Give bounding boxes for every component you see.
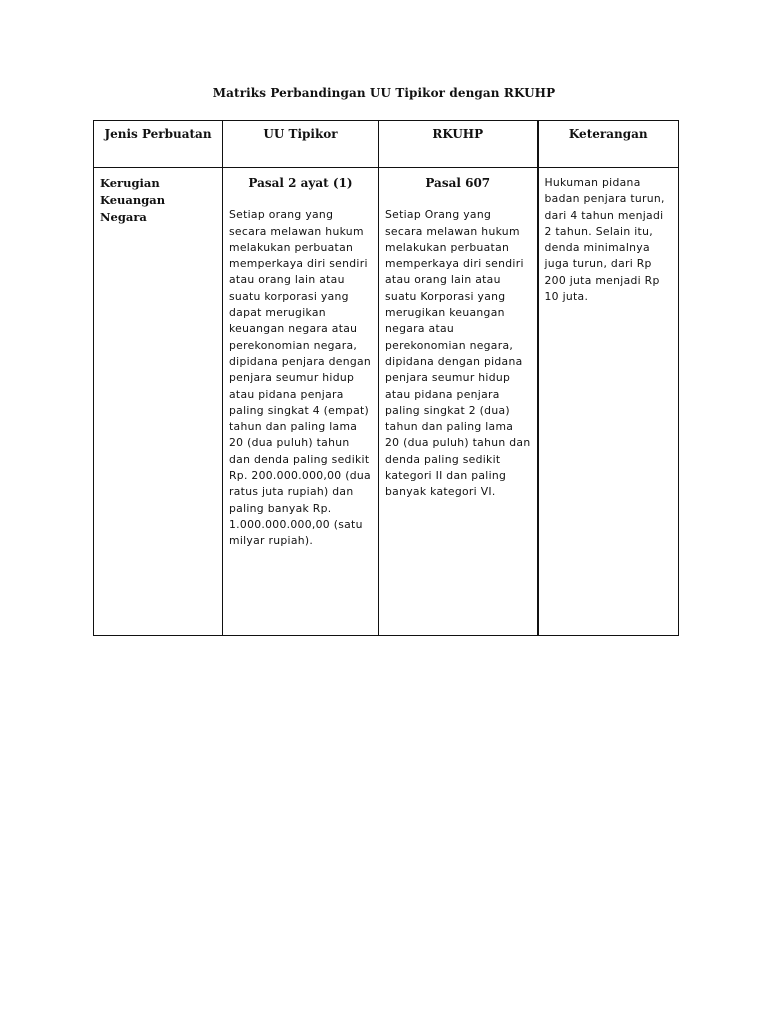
cell-jenis (94, 168, 223, 636)
rkuhp-pasal: Pasal 607 (425, 176, 491, 190)
keterangan-text: Hukuman pidana badan penjara turun, dari 4 tahun menjadi 2 tahun. Selain itu, denda minimalnya juga turun, dari Rp 200 juta menjadi Rp 10 juta. (544, 176, 665, 304)
cell-rkuhp (379, 168, 538, 636)
document-title: Matriks Perbandingan UU Tipikor dengan RKUHP (212, 86, 556, 100)
jenis-perbuatan-text: Kerugian Keuangan Negara (100, 176, 166, 224)
header-uu-tipikor: UU Tipikor (223, 121, 379, 168)
comparison-table (93, 120, 679, 636)
uu-tipikor-pasal: Pasal 2 ayat (1) (248, 176, 353, 190)
table-header-row (94, 121, 679, 168)
table-row (94, 168, 679, 636)
header-rkuhp: RKUHP (379, 121, 538, 168)
uu-tipikor-text: Setiap orang yang secara melawan hukum melakukan perbuatan memperkaya diri sendiri atau orang lain atau suatu korporasi yang dapat merugikan keuangan negara atau perekonomian negara, dipidana penjara dengan penjara seumur hidup atau pidana penjara paling singkat 4 (empat) tahun dan paling lama 20 (dua puluh) tahun dan denda paling sedikit Rp. 200.000.000,00 (dua ratus juta rupiah) dan paling banyak Rp. 1.000.000.000,00 (satu milyar rupiah). (229, 208, 372, 548)
header-jenis-perbuatan: Jenis Perbuatan (94, 121, 223, 168)
cell-uu-tipikor (223, 168, 379, 636)
cell-keterangan (538, 168, 679, 636)
rkuhp-text: Setiap Orang yang secara melawan hukum melakukan perbuatan memperkaya diri sendiri atau orang lain atau suatu Korporasi yang merugikan keuangan negara atau perekonomian negara, dipidana dengan pidana penjara seumur hidup atau pidana penjara paling singkat 2 (dua) tahun dan paling lama 20 (dua puluh) tahun dan denda paling sedikit kategori II dan paling banyak kategori VI. (385, 208, 531, 499)
header-keterangan: Keterangan (538, 121, 679, 168)
